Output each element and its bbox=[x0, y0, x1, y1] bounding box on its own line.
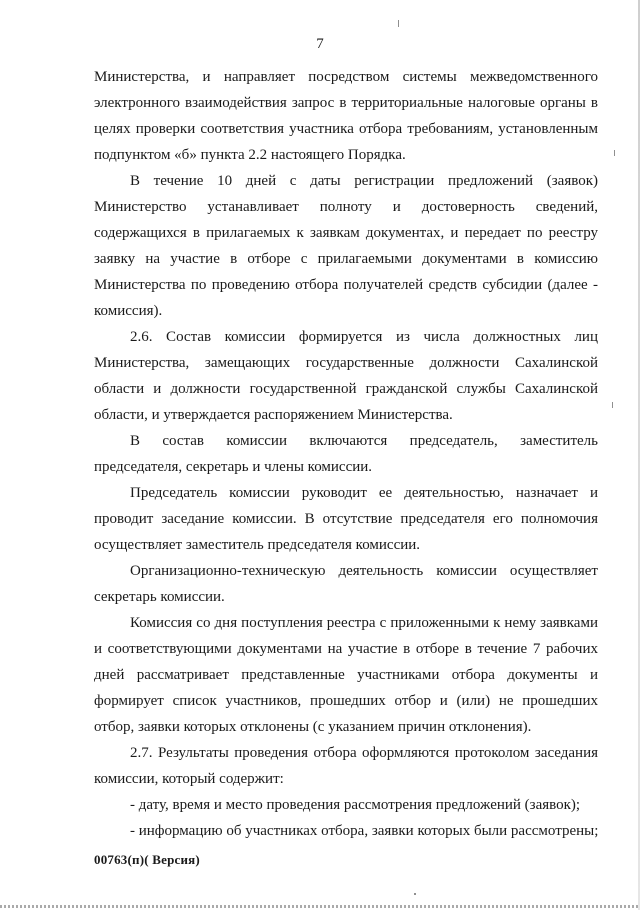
text-line: - дату, время и место проведения рассмотрения предложений (заявок); bbox=[130, 797, 581, 813]
text-line: Комиссия со дня поступления реестра с приложенными к нему заявками bbox=[130, 615, 598, 631]
text-line: области и должности государственной гражданской службы Сахалинской bbox=[94, 381, 598, 397]
text-line: - информацию об участниках отбора, заявки которых были рассмотрены; bbox=[130, 823, 598, 839]
scan-speck bbox=[612, 402, 613, 408]
text-line: целях проверки соответствия участника отбора требованиям, установленным bbox=[94, 121, 598, 137]
text-line: электронного взаимодействия запрос в территориальные налоговые органы в bbox=[94, 95, 598, 111]
text-line: осуществляет заместитель председателя комиссии. bbox=[94, 537, 421, 553]
document-body bbox=[94, 64, 598, 844]
text-line: формирует список участников, прошедших отбор и (или) не прошедших bbox=[94, 693, 598, 709]
text-line: В течение 10 дней с даты регистрации предложений (заявок) bbox=[130, 173, 598, 189]
document-code: 00763(п)( Версия) bbox=[94, 852, 200, 867]
scan-speck bbox=[614, 150, 615, 156]
text-line: комиссия). bbox=[94, 303, 163, 319]
text-line: заявку на участие в отборе с прилагаемыми документами в комиссию bbox=[94, 251, 598, 267]
text-line: области, и утверждается распоряжением Министерства. bbox=[94, 407, 453, 423]
text-line: отбор, заявки которых отклонены (с указанием причин отклонения). bbox=[94, 719, 532, 735]
scan-speck bbox=[414, 893, 416, 895]
scan-speck bbox=[398, 20, 399, 27]
text-line: дней рассматривает представленные участниками отбора документы и bbox=[94, 667, 598, 683]
text-line: и соответствующими документами на участие в отборе в течение 7 рабочих bbox=[94, 641, 598, 657]
text-line: комиссии, который содержит: bbox=[94, 771, 284, 787]
text-line: Министерства по проведению отбора получателей средств субсидии (далее - bbox=[94, 277, 598, 293]
text-line: председателя, секретарь и члены комиссии. bbox=[94, 459, 373, 475]
text-line: секретарь комиссии. bbox=[94, 589, 225, 605]
text-line: Министерства, замещающих государственные должности Сахалинской bbox=[94, 355, 598, 371]
text-line: 2.6. Состав комиссии формируется из числа должностных лиц bbox=[130, 329, 598, 345]
scan-bottom-edge bbox=[0, 905, 640, 908]
text-line: Председатель комиссии руководит ее деятельностью, назначает и bbox=[130, 485, 598, 501]
text-line: В состав комиссии включаются председатель, заместитель bbox=[130, 433, 598, 449]
text-line: Министерство устанавливает полноту и достоверность сведений, bbox=[94, 199, 598, 215]
text-line: подпунктом «б» пункта 2.2 настоящего Порядка. bbox=[94, 147, 406, 163]
page-number: 7 bbox=[316, 36, 324, 52]
text-line: Организационно-техническую деятельность комиссии осуществляет bbox=[130, 563, 598, 579]
text-line: Министерства, и направляет посредством системы межведомственного bbox=[94, 69, 598, 85]
text-line: проводит заседание комиссии. В отсутствие председателя его полномочия bbox=[94, 511, 598, 527]
text-line: содержащихся в прилагаемых к заявкам документах, и передает по реестру bbox=[94, 225, 598, 241]
text-line: 2.7. Результаты проведения отбора оформляются протоколом заседания bbox=[130, 745, 598, 761]
